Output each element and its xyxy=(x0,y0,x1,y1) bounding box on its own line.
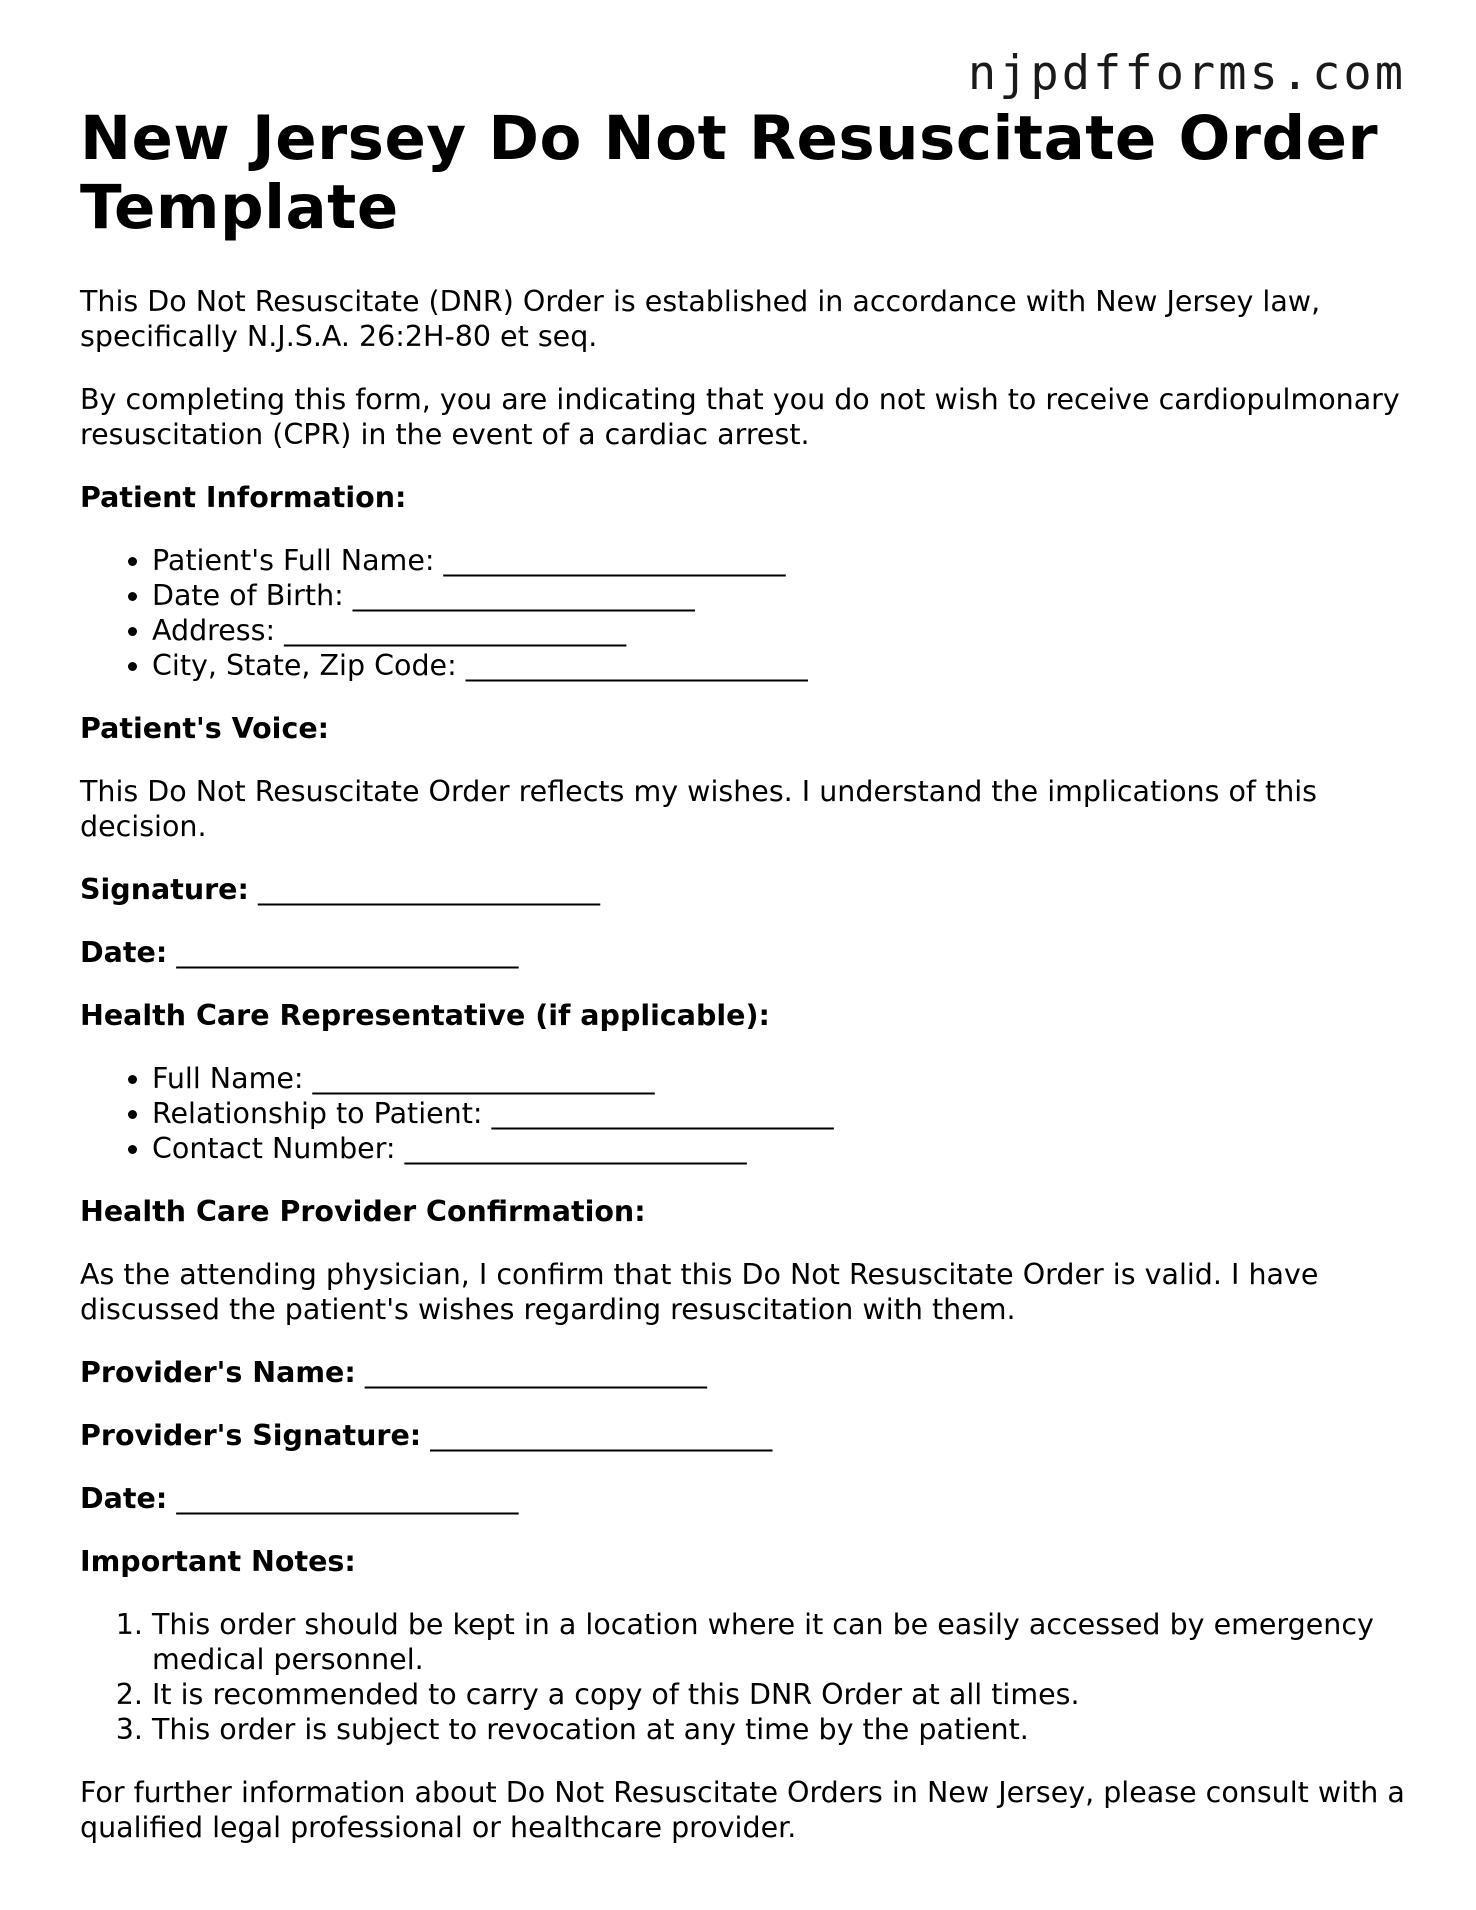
patient-address-field: • Address: ________________________ xyxy=(152,613,1410,648)
patient-info-heading: Patient Information: xyxy=(80,481,407,514)
document-body xyxy=(80,104,1410,1873)
provider-heading: Health Care Provider Confirmation: xyxy=(80,1195,646,1228)
representative-heading: Health Care Representative (if applicable): xyxy=(80,999,770,1032)
patient-signature-blank: ________________________ xyxy=(257,873,600,906)
notes-heading: Important Notes: xyxy=(80,1545,356,1578)
page-title: New Jersey Do Not Resuscitate Order Template xyxy=(80,103,1379,243)
representative-relationship-field: • Relationship to Patient: ________________________ xyxy=(152,1096,1410,1131)
patient-voice-heading: Patient's Voice: xyxy=(80,712,330,745)
provider-signature-line xyxy=(80,1418,1410,1453)
patient-date-blank: ________________________ xyxy=(176,936,519,969)
provider-date-line xyxy=(80,1481,1410,1516)
provider-name-line xyxy=(80,1355,1410,1390)
patient-signature-line xyxy=(80,872,1410,907)
representative-list xyxy=(80,1061,1410,1166)
intro-paragraph-2: By completing this form, you are indicating that you do not wish to receive cardiopulmonary resuscitation (CPR) in the event of a cardiac arrest. xyxy=(80,383,1400,451)
watermark: njpdfforms.com xyxy=(967,46,1406,101)
patient-signature-label: Signature: xyxy=(80,873,249,906)
patient-date-label: Date: xyxy=(80,936,168,969)
patient-dob-field: • Date of Birth: ________________________ xyxy=(152,578,1410,613)
provider-signature-label: Provider's Signature: xyxy=(80,1419,422,1452)
intro-paragraph-1: This Do Not Resuscitate (DNR) Order is established in accordance with New Jersey law, specifically N.J.S.A. 26:2H-80 et seq. xyxy=(80,285,1321,353)
provider-date-blank: ________________________ xyxy=(176,1482,519,1515)
representative-name-field: • Full Name: ________________________ xyxy=(152,1061,1410,1096)
provider-name-label: Provider's Name: xyxy=(80,1356,356,1389)
provider-signature-blank: ________________________ xyxy=(430,1419,773,1452)
provider-date-label: Date: xyxy=(80,1482,168,1515)
patient-city-state-zip-field: • City, State, Zip Code: ________________________ xyxy=(152,648,1410,683)
note-item: 2. It is recommended to carry a copy of this DNR Order at all times. xyxy=(152,1677,1410,1712)
closing-paragraph: For further information about Do Not Resuscitate Orders in New Jersey, please consult with a qualified legal professional or healthcare provider. xyxy=(80,1776,1405,1844)
note-item: 3. This order is subject to revocation at any time by the patient. xyxy=(152,1712,1410,1747)
note-item: 1. This order should be kept in a location where it can be easily accessed by emergency medical personnel. xyxy=(152,1607,1410,1677)
patient-voice-statement: This Do Not Resuscitate Order reflects my wishes. I understand the implications of this decision. xyxy=(80,775,1318,843)
patient-info-list xyxy=(80,543,1410,683)
patient-name-field: • Patient's Full Name: ________________________ xyxy=(152,543,1410,578)
notes-list xyxy=(80,1607,1410,1747)
patient-date-line xyxy=(80,935,1410,970)
representative-contact-field: • Contact Number: ________________________ xyxy=(152,1131,1410,1166)
provider-name-blank: ________________________ xyxy=(364,1356,707,1389)
provider-statement: As the attending physician, I confirm that this Do Not Resuscitate Order is valid. I have discussed the patient's wishes regarding resuscitation with them. xyxy=(80,1258,1319,1326)
